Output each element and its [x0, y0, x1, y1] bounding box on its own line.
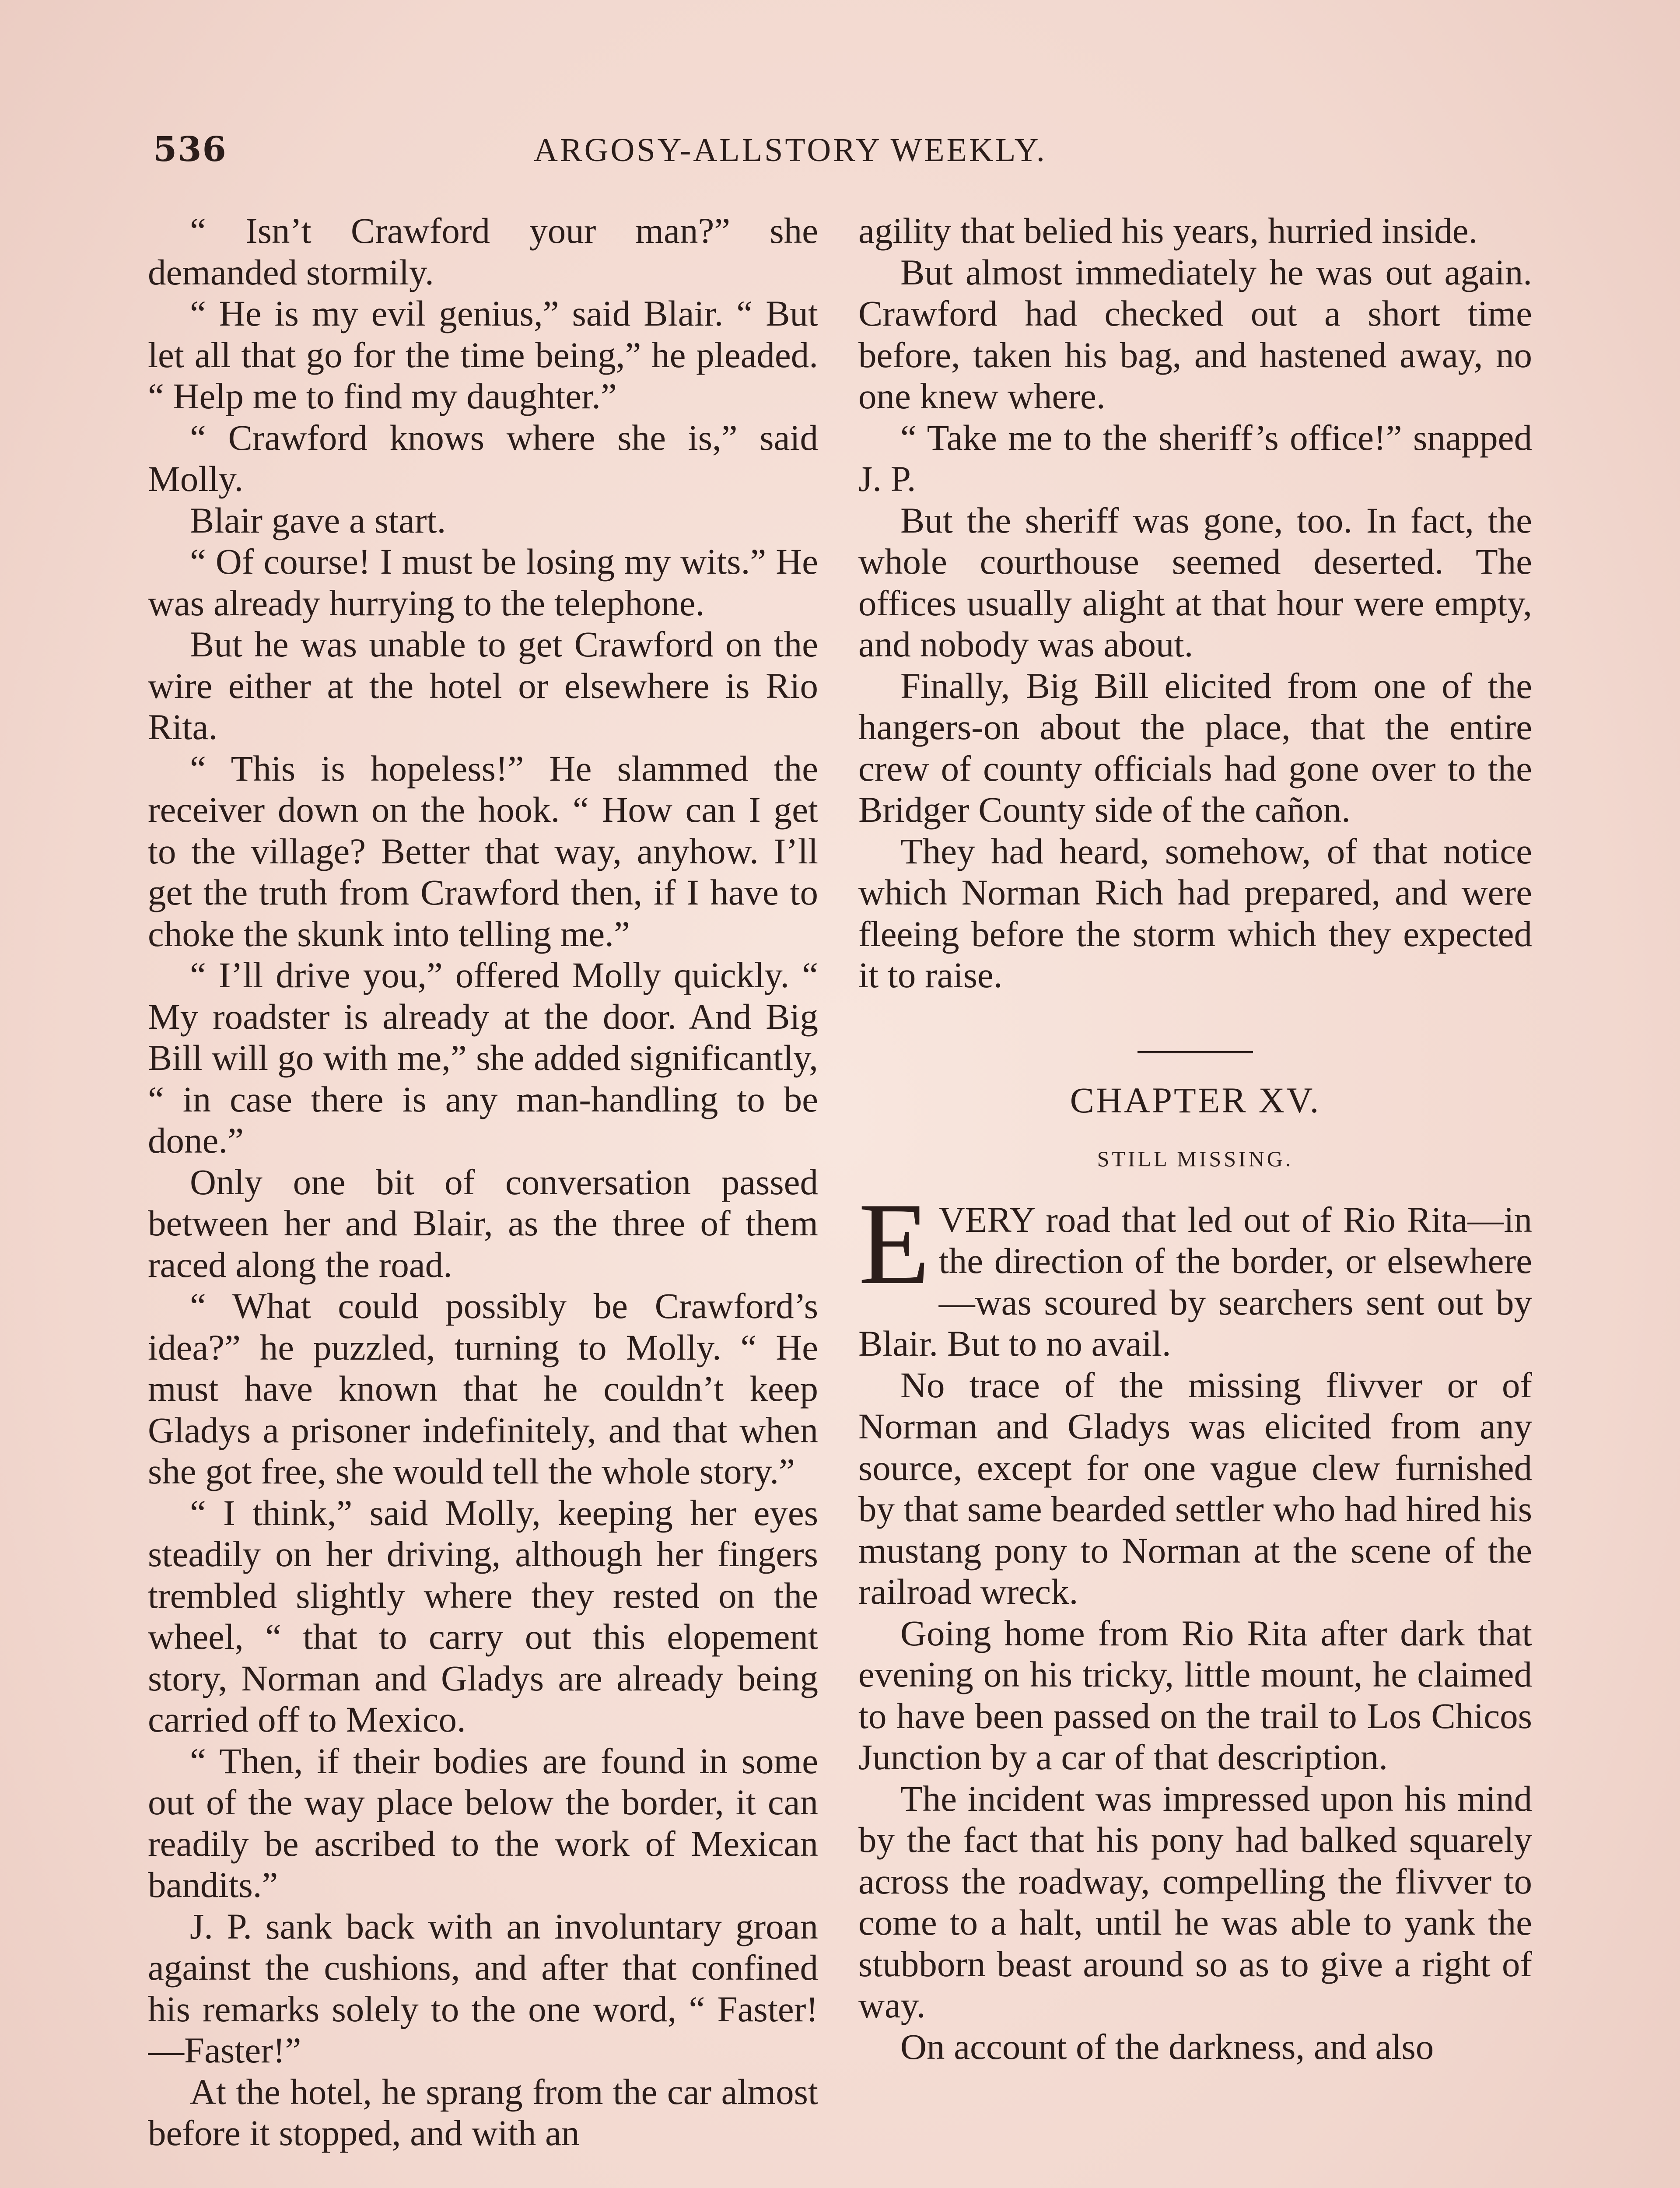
paragraph: At the hotel, he sprang from the car almost before it stopped, and with an — [148, 2071, 818, 2153]
paragraph: No trace of the missing flivver or of Norman and Gladys was elicited from any source, except for one vague clew furnished by that same bearded settler who had hired his mustang pony to Norman at the scene of the railroad wreck. — [858, 1364, 1532, 1612]
paragraph: Blair gave a start. — [190, 500, 446, 540]
left-column — [148, 210, 818, 2188]
paragraph: But he was unable to get Crawford on the wire either at the hotel or elsewhere is Rio Rita. — [148, 624, 818, 747]
paragraph: J. P. sank back with an involuntary groan against the cushions, and after that confined his remarks solely to the one word, “ Faster!—Faster!” — [148, 1906, 818, 2070]
chapter-subtitle: STILL MISSING. — [1097, 1147, 1294, 1171]
paragraph: On account of the darkness, and also — [900, 2026, 1434, 2067]
drop-cap: E — [858, 1178, 930, 1308]
paragraph: “ Crawford knows where she is,” said Molly. — [148, 417, 818, 499]
paragraph: Finally, Big Bill elicited from one of the hangers-on about the place, that the entire crew of county officials had gone over to the Bridger County side of the cañon. — [858, 665, 1532, 830]
paragraph: “ I think,” said Molly, keeping her eyes steadily on her driving, although her fingers trembled slightly where they rested on the wheel, “ that to carry out this elopement story, Norman and Gladys are already being carried off to Mexico. — [148, 1492, 818, 1739]
right-column — [858, 210, 1532, 2188]
paragraph: “ What could possibly be Crawford’s idea?” he puzzled, turning to Molly. “ He must have known that he couldn’t keep Gladys a prisoner indefinitely, and that when she got free, she would tell the whole story.” — [148, 1286, 818, 1491]
running-head: ARGOSY-ALLSTORY WEEKLY. — [534, 132, 1047, 168]
page-number: 536 — [153, 130, 227, 169]
paragraph: “ Of course! I must be losing my wits.” He was already hurrying to the telephone. — [148, 541, 818, 623]
paragraph: Going home from Rio Rita after dark that evening on his tricky, little mount, he claimed to have been passed on the trail to Los Chicos Junction by a car of that description. — [858, 1613, 1532, 1777]
paragraph: Only one bit of conversation passed between her and Blair, as the three of them raced along the road. — [148, 1161, 818, 1285]
paragraph: “ Take me to the sheriff’s office!” snapped J. P. — [858, 417, 1532, 499]
chapter-opening-text: VERY road that led out of Rio Rita—in the direction of the border, or elsewhere—was scoured by searchers sent out by Blair. But to no avail. — [858, 1199, 1532, 1364]
chapter-opening-paragraph — [858, 1178, 1532, 1364]
section-divider — [1138, 1051, 1253, 1053]
chapter-heading: CHAPTER XV. — [1070, 1080, 1321, 1120]
paragraph: They had heard, somehow, of that notice which Norman Rich had prepared, and were fleeing before the storm which they expected it to raise. — [858, 831, 1532, 995]
paragraph: The incident was impressed upon his mind by the fact that his pony had balked squarely across the roadway, compelling the flivver to come to a halt, until he was able to yank the stubborn beast around so as to give a right of way. — [858, 1778, 1532, 2025]
paragraph: “ I’ll drive you,” offered Molly quickly. “ My roadster is already at the door. And Big Bill will go with me,” she added significantly, “ in case there is any man-handling to be done.” — [148, 955, 818, 1161]
paragraph: “ He is my evil genius,” said Blair. “ But let all that go for the time being,” he pleaded. “ Help me to find my daughter.” — [148, 293, 818, 416]
paragraph: “ Then, if their bodies are found in some out of the way place below the border, it can readily be ascribed to the work of Mexican bandits.” — [148, 1740, 818, 1905]
paragraph: But almost immediately he was out again. Crawford had checked out a short time before, taken his bag, and hastened away, no one knew where. — [858, 252, 1532, 416]
paragraph: But the sheriff was gone, too. In fact, the whole courthouse seemed deserted. The offices usually alight at that hour were empty, and nobody was about. — [858, 500, 1532, 664]
paragraph: “ Isn’t Crawford your man?” she demanded stormily. — [148, 210, 818, 292]
paragraph: “ This is hopeless!” He slammed the receiver down on the hook. “ How can I get to the village? Better that way, anyhow. I’ll get the truth from Crawford then, if I have to choke the skunk into telling me.” — [148, 748, 818, 954]
continued-paragraph: agility that belied his years, hurried inside. — [858, 210, 1478, 251]
